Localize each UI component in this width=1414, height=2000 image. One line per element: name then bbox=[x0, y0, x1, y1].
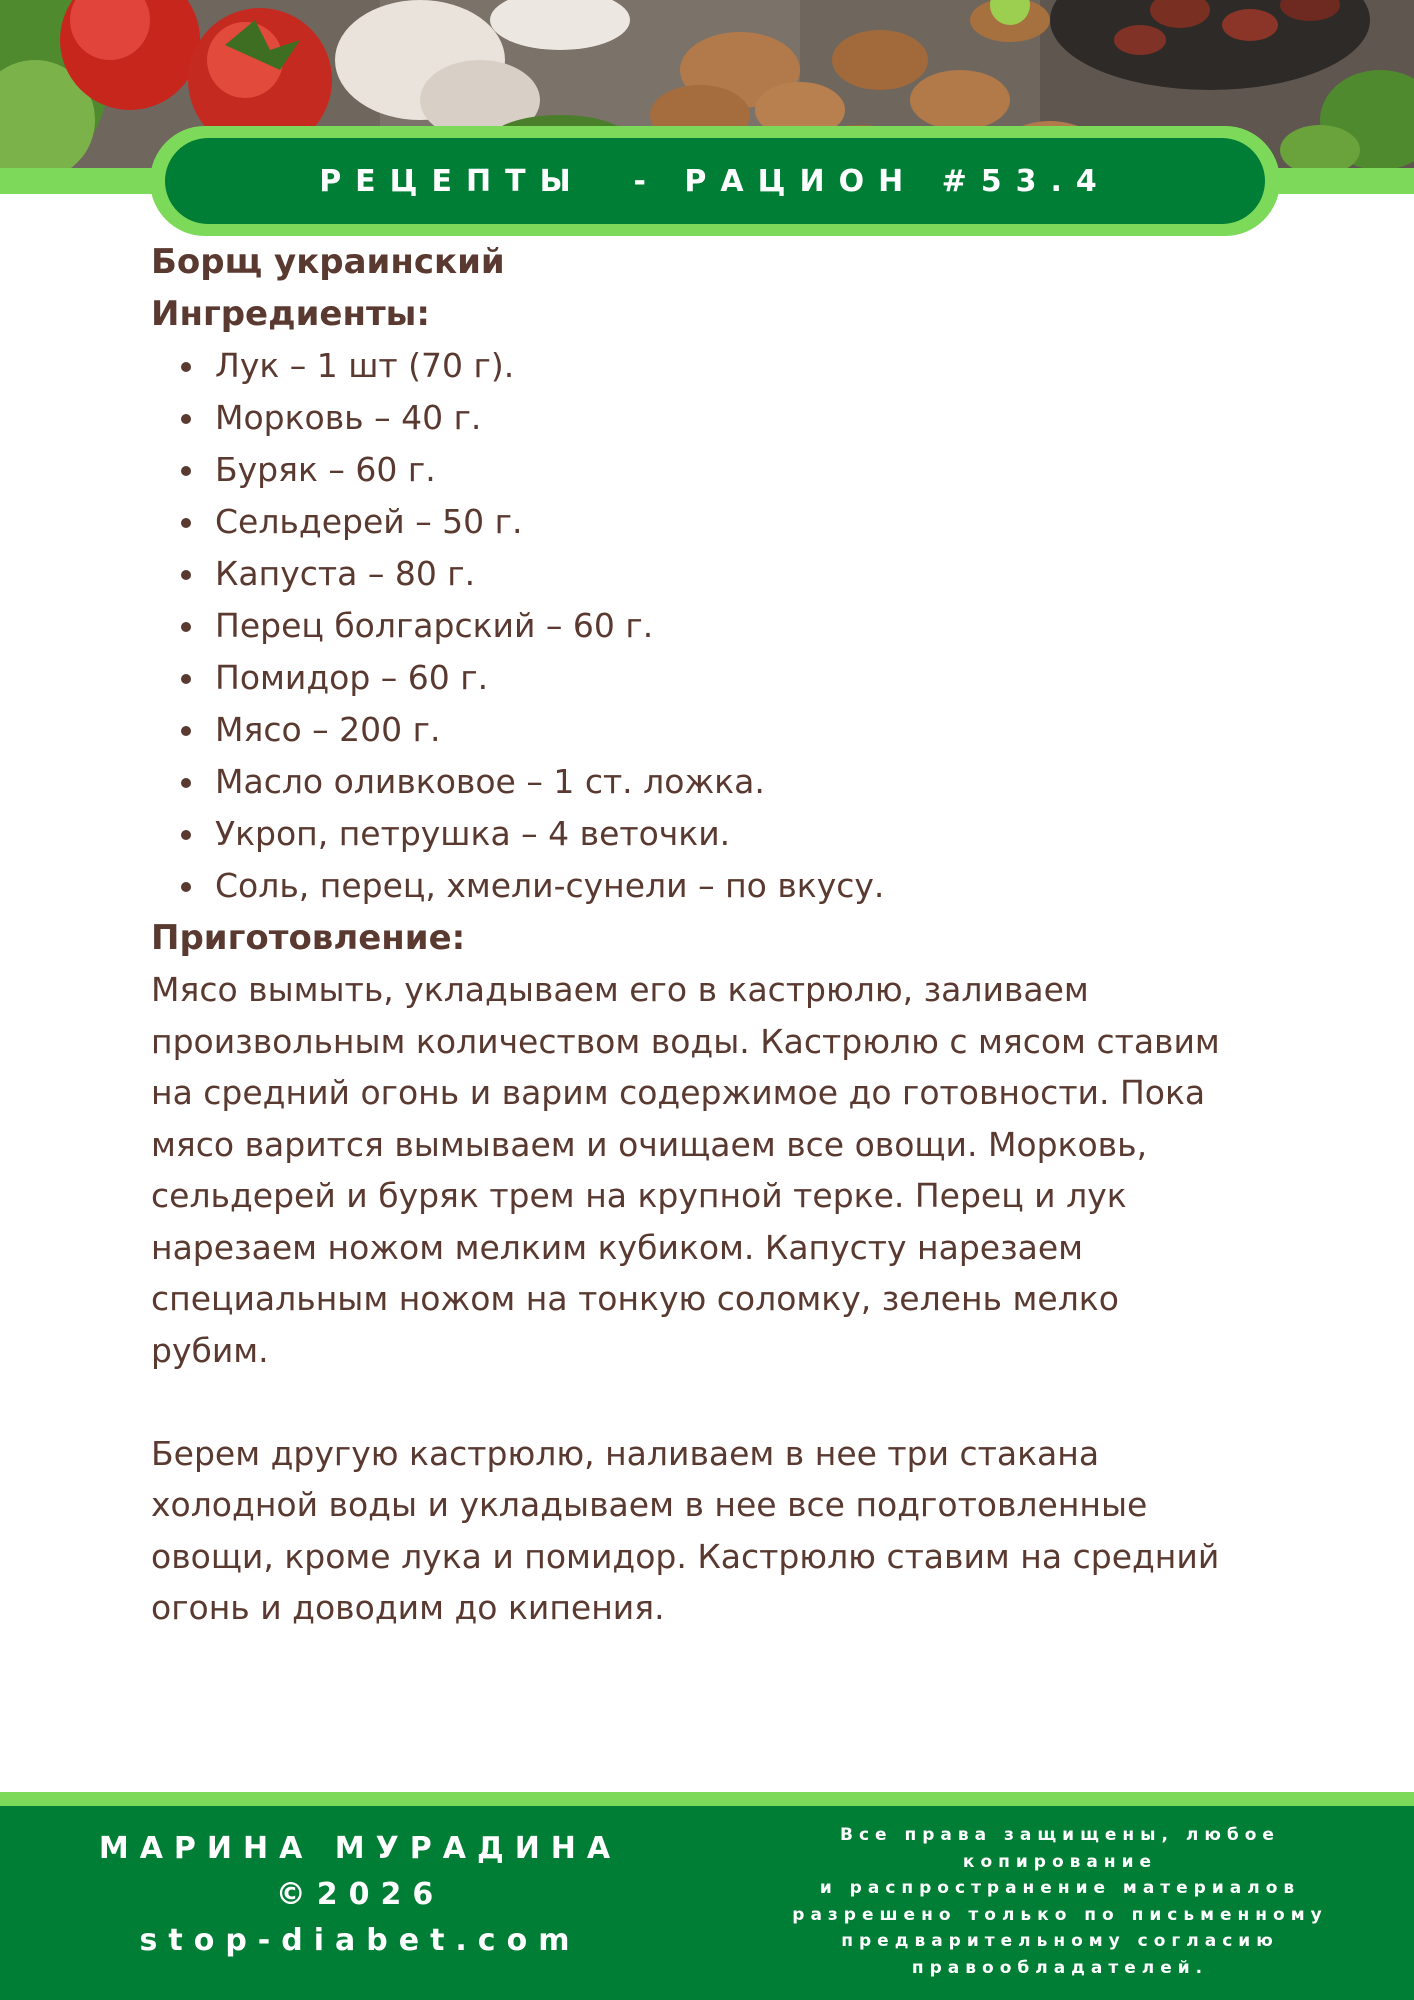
list-item bbox=[151, 756, 1301, 808]
footer-author-block bbox=[40, 1826, 680, 1964]
website-link[interactable]: stop-diabet.com bbox=[139, 1923, 581, 1958]
text-line: Мясо вымыть, укладываем его в кастрюлю, заливаем bbox=[151, 970, 1089, 1009]
recipe-name: Борщ украинский bbox=[151, 242, 505, 282]
text-line: на средний огонь и варим содержимое до готовности. Пока bbox=[151, 1073, 1206, 1112]
list-item bbox=[151, 808, 1301, 860]
preparation-heading: Приготовление: bbox=[151, 918, 466, 958]
list-item bbox=[151, 704, 1301, 756]
bullet-icon bbox=[181, 518, 191, 528]
bullet-icon bbox=[181, 882, 191, 892]
bullet-icon bbox=[181, 466, 191, 476]
ingredient-text: Перец болгарский – 60 г. bbox=[215, 606, 654, 645]
ingredient-text: Помидор – 60 г. bbox=[215, 658, 489, 697]
recipe-content bbox=[151, 236, 1301, 1634]
bullet-icon bbox=[181, 622, 191, 632]
ingredients-list bbox=[151, 340, 1301, 912]
bullet-icon bbox=[181, 674, 191, 684]
text-line: овощи, кроме лука и помидор. Кастрюлю ставим на средний bbox=[151, 1536, 1220, 1576]
text-line: специальным ножом на тонкую соломку, зелень мелко bbox=[151, 1279, 1119, 1318]
bullet-icon bbox=[181, 830, 191, 840]
rights-line: разрешено только по письменному bbox=[792, 1904, 1328, 1925]
text-line: Берем другую кастрюлю, наливаем в нее три стакана bbox=[151, 1433, 1100, 1473]
list-item bbox=[151, 444, 1301, 496]
list-item bbox=[151, 340, 1301, 392]
paragraph-spacer bbox=[151, 1376, 1301, 1428]
rights-line: правообладателей. bbox=[911, 1957, 1209, 1978]
list-item bbox=[151, 496, 1301, 548]
ingredient-text: Лук – 1 шт (70 г). bbox=[215, 346, 515, 385]
list-item bbox=[151, 860, 1301, 912]
text-line: огонь и доводим до кипения. bbox=[151, 1588, 665, 1627]
bullet-icon bbox=[181, 414, 191, 424]
page-title: РЕЦЕПТЫ - РАЦИОН #53.4 bbox=[165, 138, 1265, 224]
ingredient-text: Капуста – 80 г. bbox=[215, 554, 476, 593]
list-item bbox=[151, 392, 1301, 444]
text-line: холодной воды и укладываем в нее все подготовленные bbox=[151, 1485, 1148, 1524]
rights-line: Все права защищены, любое bbox=[840, 1825, 1280, 1845]
ingredient-text: Мясо – 200 г. bbox=[215, 710, 441, 749]
ingredient-text: Соль, перец, хмели-сунели – по вкусу. bbox=[215, 866, 885, 905]
text-line: нарезаем ножом мелким кубиком. Капусту нарезаем bbox=[151, 1227, 1084, 1267]
list-item bbox=[151, 652, 1301, 704]
text-line: рубим. bbox=[151, 1330, 269, 1370]
footer-rights-notice bbox=[740, 1822, 1380, 1981]
rights-line: предварительному согласию bbox=[841, 1931, 1279, 1951]
list-item bbox=[151, 600, 1301, 652]
ingredient-text: Буряк – 60 г. bbox=[215, 450, 436, 489]
bullet-icon bbox=[181, 778, 191, 788]
bullet-icon bbox=[181, 726, 191, 736]
bullet-icon bbox=[181, 362, 191, 372]
text-line: мясо варится вымываем и очищаем все овощи. Морковь, bbox=[151, 1124, 1148, 1164]
rights-line: и распространение материалов bbox=[819, 1878, 1301, 1898]
ingredients-heading: Ингредиенты: bbox=[151, 294, 430, 334]
preparation-paragraph-1 bbox=[151, 964, 1301, 1376]
preparation-paragraph-2 bbox=[151, 1428, 1301, 1634]
copyright: ©2026 bbox=[275, 1877, 445, 1912]
ingredient-text: Масло оливковое – 1 ст. ложка. bbox=[215, 762, 765, 801]
text-line: произвольным количеством воды. Кастрюлю с мясом ставим bbox=[151, 1021, 1220, 1061]
ingredient-text: Морковь – 40 г. bbox=[215, 398, 482, 437]
text-line: сельдерей и буряк трем на крупной терке. Перец и лук bbox=[151, 1176, 1127, 1215]
author-name: МАРИНА МУРАДИНА bbox=[98, 1831, 622, 1866]
ingredient-text: Сельдерей – 50 г. bbox=[215, 502, 523, 541]
list-item bbox=[151, 548, 1301, 600]
bullet-icon bbox=[181, 570, 191, 580]
rights-line: копирование bbox=[962, 1851, 1158, 1872]
ingredient-text: Укроп, петрушка – 4 веточки. bbox=[215, 814, 731, 853]
